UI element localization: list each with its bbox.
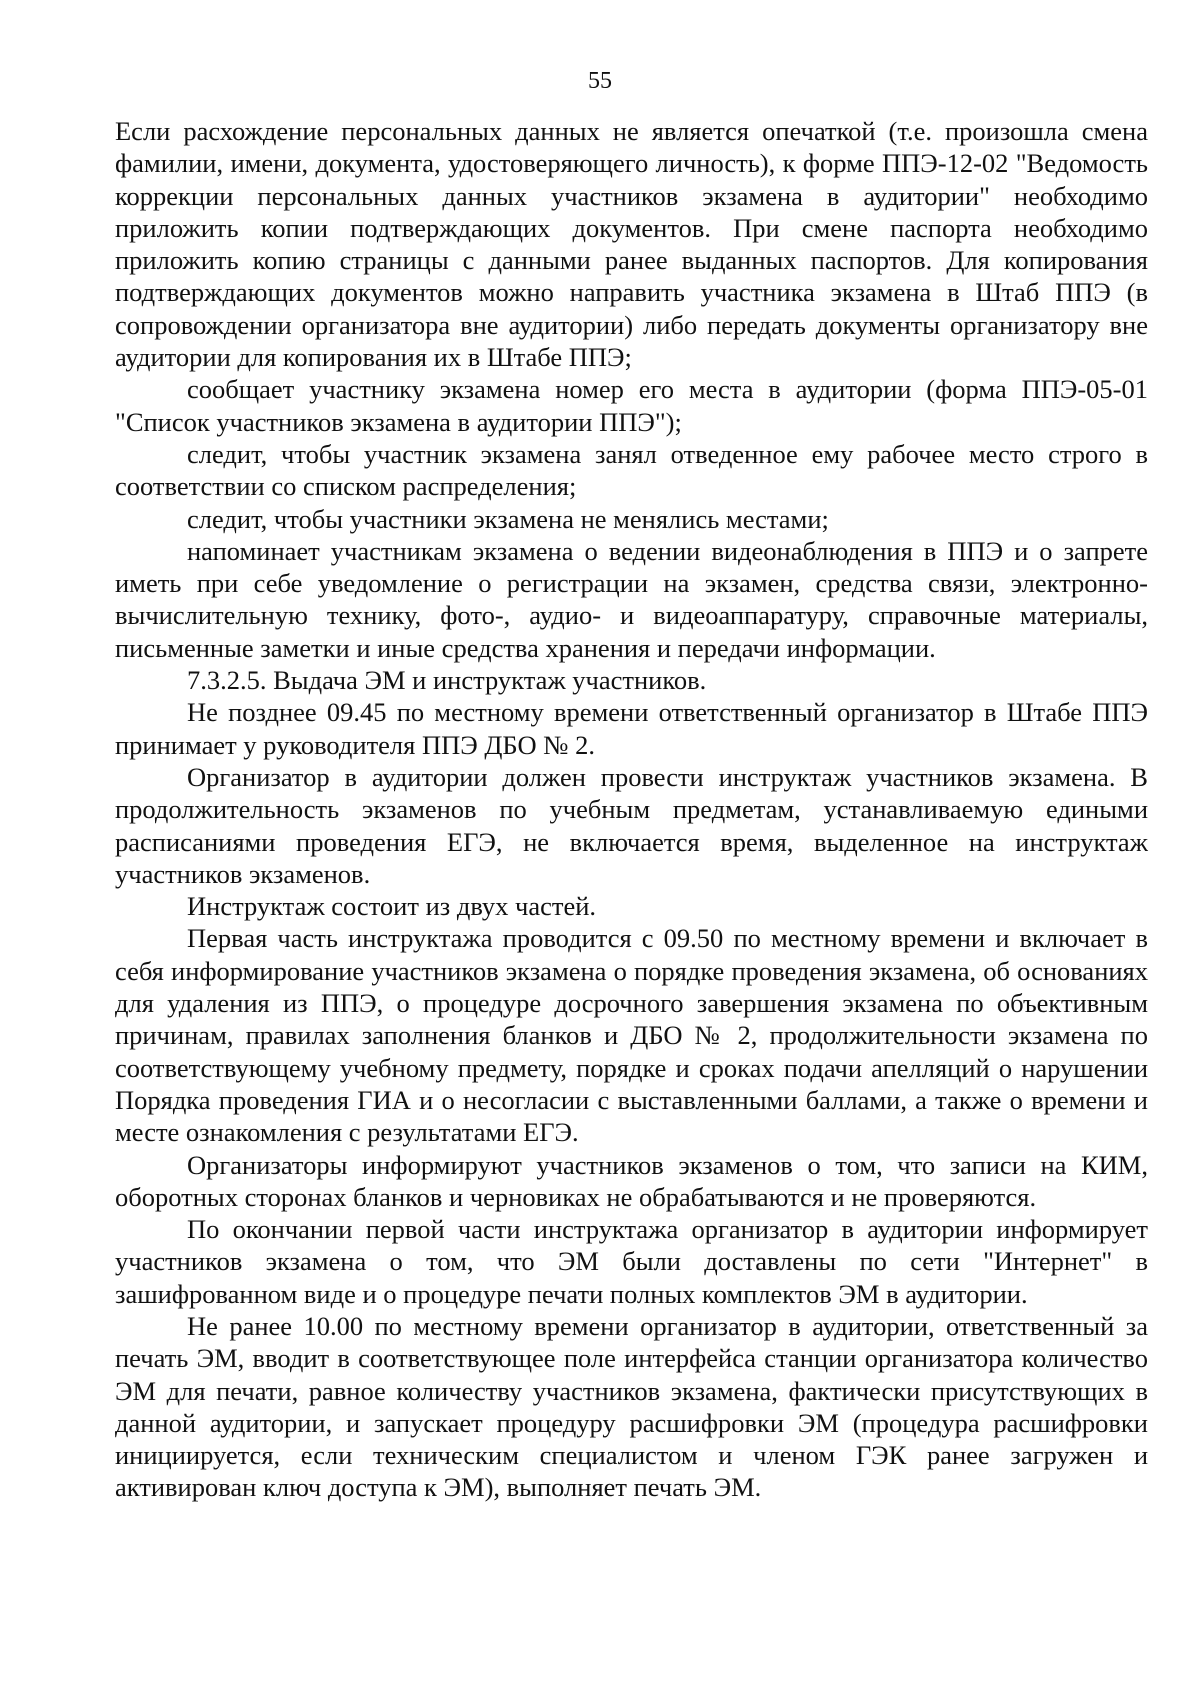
section-heading: 7.3.2.5. Выдача ЭМ и инструктаж участников. [187, 665, 707, 696]
page-number: 55 [588, 68, 612, 94]
paragraph: следит, чтобы участник экзамена занял отведенное ему рабочее место строго в соответствии со списком распределения; [115, 438, 1148, 502]
paragraph: сообщает участнику экзамена номер его места в аудитории (форма ППЭ-05-01 "Список участников экзамена в аудитории ППЭ"); [115, 374, 1148, 437]
paragraph: Не позднее 09.45 по местному времени ответственный организатор в Штабе ППЭ принимает у руководителя ППЭ ДБО № 2. [115, 697, 1148, 760]
paragraph: Если расхождение персональных данных не является опечаткой (т.е. произошла смена фамилии, имени, документа, удостоверяющего личность), к форме ППЭ-12-02 "Ведомость коррекции персональных данных участников экзамена в аудитории" необходимо приложить копии подтверждающих документов. При смене паспорта необходимо приложить копию страницы с данными ранее выданных паспортов. Для копирования подтверждающих документов можно направить участника экзамена в Штаб ППЭ (в сопровождении организатора вне аудитории) либо передать документы организатору вне аудитории для копирования их в Штабе ППЭ; [115, 116, 1148, 373]
paragraph: По окончании первой части инструктажа организатор в аудитории информирует участников экзамена о том, что ЭМ были доставлены по сети "Интернет" в зашифрованном виде и о процедуре печати полных комплектов ЭМ в аудитории. [115, 1214, 1148, 1309]
paragraph: напоминает участникам экзамена о ведении видеонаблюдения в ППЭ и о запрете иметь при себе уведомление о регистрации на экзамен, средства связи, электронно-вычислительную технику, фото-, аудио- и видеоаппаратуру, справочные материалы, письменные заметки и иные средства хранения и передачи информации. [115, 535, 1148, 663]
paragraph: Инструктаж состоит из двух частей. [187, 891, 597, 922]
paragraph: Организаторы информируют участников экзаменов о том, что записи на КИМ, оборотных сторонах бланков и черновиках не обрабатываются и не проверяются. [115, 1149, 1148, 1212]
paragraph: Не ранее 10.00 по местному времени организатор в аудитории, ответственный за печать ЭМ, вводит в соответствующее поле интерфейса станции организатора количество ЭМ для печати, равное количеству участников экзамена, фактически присутствующих в данной аудитории, и запускает процедуру расшифровки ЭМ (процедура расшифровки инициируется, если техническим специалистом и членом ГЭК ранее загружен и активирован ключ доступа к ЭМ), выполняет печать ЭМ. [115, 1310, 1148, 1503]
paragraph: следит, чтобы участники экзамена не менялись местами; [187, 503, 829, 534]
paragraph: Организатор в аудитории должен провести инструктаж участников экзамена. В продолжительность экзаменов по учебным предметам, устанавливаемую едиными расписаниями проведения ЕГЭ, не включается время, выделенное на инструктаж участников экзаменов. [115, 761, 1148, 889]
document-body [115, 115, 1148, 1504]
paragraph: Первая часть инструктажа проводится с 09.50 по местному времени и включает в себя информирование участников экзамена о порядке проведения экзамена, об основаниях для удаления из ППЭ, о процедуре досрочного завершения экзамена по объективным причинам, правилах заполнения бланков и ДБО № 2, продолжительности экзамена по соответствующему учебному предмету, порядке и сроках подачи апелляций о нарушении Порядка проведения ГИА и о несогласии с выставленными баллами, а также о времени и месте ознакомления с результатами ЕГЭ. [115, 923, 1148, 1148]
